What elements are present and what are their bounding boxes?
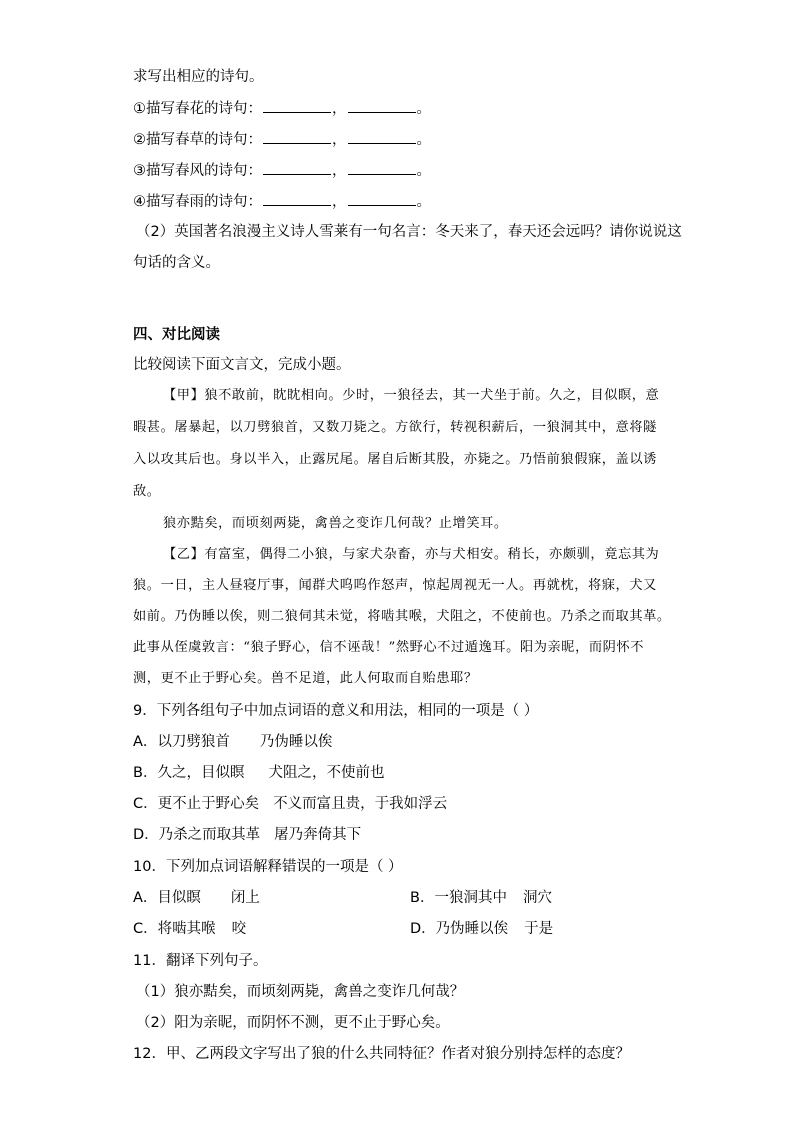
option-sentence: 久之，目似瞑 [157,765,245,781]
q9-option-b[interactable] [133,763,384,783]
poem-item-label: ②描写春草的诗句： [133,132,262,148]
option-letter: B． [410,890,435,906]
passage-jia-line: 暇甚。屠暴起，以刀劈狼首，又数刀毙之。方欲行，转视积薪后，一狼洞其中，意将隧 [133,420,657,435]
option-phrase: 将啮其喉 [157,921,216,937]
q9-option-d[interactable] [133,825,361,845]
q10-option-a[interactable] [133,888,260,908]
passage-jia-line: 入以攻其后也。身以半入，止露尻尾。屠自后断其股，亦毙之。乃悟前狼假寐，盖以诱 [133,452,657,467]
passage-yi-line: 此事从侄虞敦言：“狼子野心，信不诬哉！”然野心不过遁逸耳。阳为亲昵，而阴怀不 [133,640,645,655]
passage-jia-line: 狼亦黠矣，而顷刻两毙，禽兽之变诈几何哉？止增笑耳。 [163,516,508,531]
poem-item-label: ①描写春花的诗句： [133,101,262,117]
passage-yi-line: 狼。一日，主人昼寝厅事，闻群犬呜呜作怒声，惊起周视无一人。再就枕，将寐，犬又 [133,578,657,593]
instruction-tail: 求写出相应的诗句。 [133,69,264,85]
punctuation: ， [332,163,347,179]
q11-item: （2）阳为亲昵，而阴怀不测，更不止于野心矣。 [136,1015,450,1031]
question-2-line: 句话的含义。 [133,255,220,271]
option-letter: D． [133,827,159,843]
option-sentence: 乃杀之而取其革 [158,827,261,843]
poem-item-label: ③描写春风的诗句： [133,163,262,179]
answer-blank[interactable] [348,129,416,144]
answer-blank[interactable] [348,191,416,206]
option-sentence: 屠乃奔倚其下 [274,827,362,843]
answer-blank[interactable] [348,160,416,175]
q10-option-c[interactable] [133,919,246,939]
option-letter: B． [133,765,158,781]
option-meaning: 洞穴 [522,890,552,906]
answer-blank[interactable] [263,98,331,113]
option-meaning: 咬 [231,921,247,937]
option-letter: D． [410,921,436,937]
question-9-stem: 9．下列各组句子中加点词语的意义和用法，相同的一项是（ ） [133,703,539,719]
section-instruction: 比较阅读下面文言文，完成小题。 [133,357,351,373]
poem-item [133,191,431,212]
question-2-line: （2）英国著名浪漫主义诗人雪莱有一句名言：冬天来了，春天还会远吗？请你说说这 [136,224,682,240]
answer-blank[interactable] [263,160,331,175]
poem-item [133,98,431,119]
option-sentence: 更不止于野心矣 [157,796,260,812]
section-title: 四、对比阅读 [133,327,220,343]
option-letter: C． [133,921,158,937]
punctuation: ， [332,101,347,117]
q10-option-b[interactable] [410,888,552,908]
question-12-stem: 12．甲、乙两段文字写出了狼的什么共同特征？作者对狼分别持怎样的态度？ [133,1046,630,1062]
punctuation: 。 [416,132,431,148]
option-sentence: 乃伪睡以俟 [259,734,333,750]
passage-yi-line: 如前。乃伪睡以俟，则二狼伺其未觉，将啮其喉，犬阻之，不使前也。乃杀之而取其革。 [133,609,671,624]
poem-item [133,129,431,150]
q11-item: （1）狼亦黠矣，而顷刻两毙，禽兽之变诈几何哉？ [136,984,465,1000]
poem-item-label: ④描写春雨的诗句： [133,194,262,210]
option-letter: C． [133,796,158,812]
passage-jia-line: 【甲】狼不敢前，眈眈相向。少时，一狼径去，其一犬坐于前。久之，目似瞑，意 [163,388,660,403]
question-11-stem: 11．翻译下列句子。 [133,953,268,969]
option-meaning: 闭上 [230,890,260,906]
passage-jia-line: 敌。 [133,484,161,499]
option-letter: A． [133,734,158,750]
option-sentence: 以刀劈狼首 [157,734,230,750]
passage-yi-line: 【乙】有富室，偶得二小狼，与家犬杂畜，亦与犬相安。稍长，亦颇驯，竟忘其为 [163,547,660,562]
q10-option-d[interactable] [410,919,553,939]
q9-option-c[interactable] [133,794,447,814]
option-meaning: 于是 [524,921,554,937]
passage-yi-line: 测，更不止于野心矣。兽不足道，此人何取而自贻患耶？ [133,671,478,686]
poem-item [133,160,431,181]
punctuation: ， [332,132,347,148]
answer-blank[interactable] [348,98,416,113]
option-phrase: 乃伪睡以俟 [435,921,509,937]
answer-blank[interactable] [263,191,331,206]
punctuation: 。 [416,163,431,179]
question-10-stem: 10．下列加点词语解释错误的一项是（ ） [133,859,403,875]
option-letter: A． [133,890,158,906]
option-phrase: 一狼洞其中 [434,890,507,906]
punctuation: 。 [416,194,431,210]
punctuation: 。 [416,101,431,117]
option-phrase: 目似瞑 [157,890,201,906]
punctuation: ， [332,194,347,210]
option-sentence: 不义而富且贵，于我如浮云 [273,796,448,812]
answer-blank[interactable] [263,129,331,144]
q9-option-a[interactable] [133,732,332,752]
option-sentence: 犬阻之，不使前也 [268,765,385,781]
